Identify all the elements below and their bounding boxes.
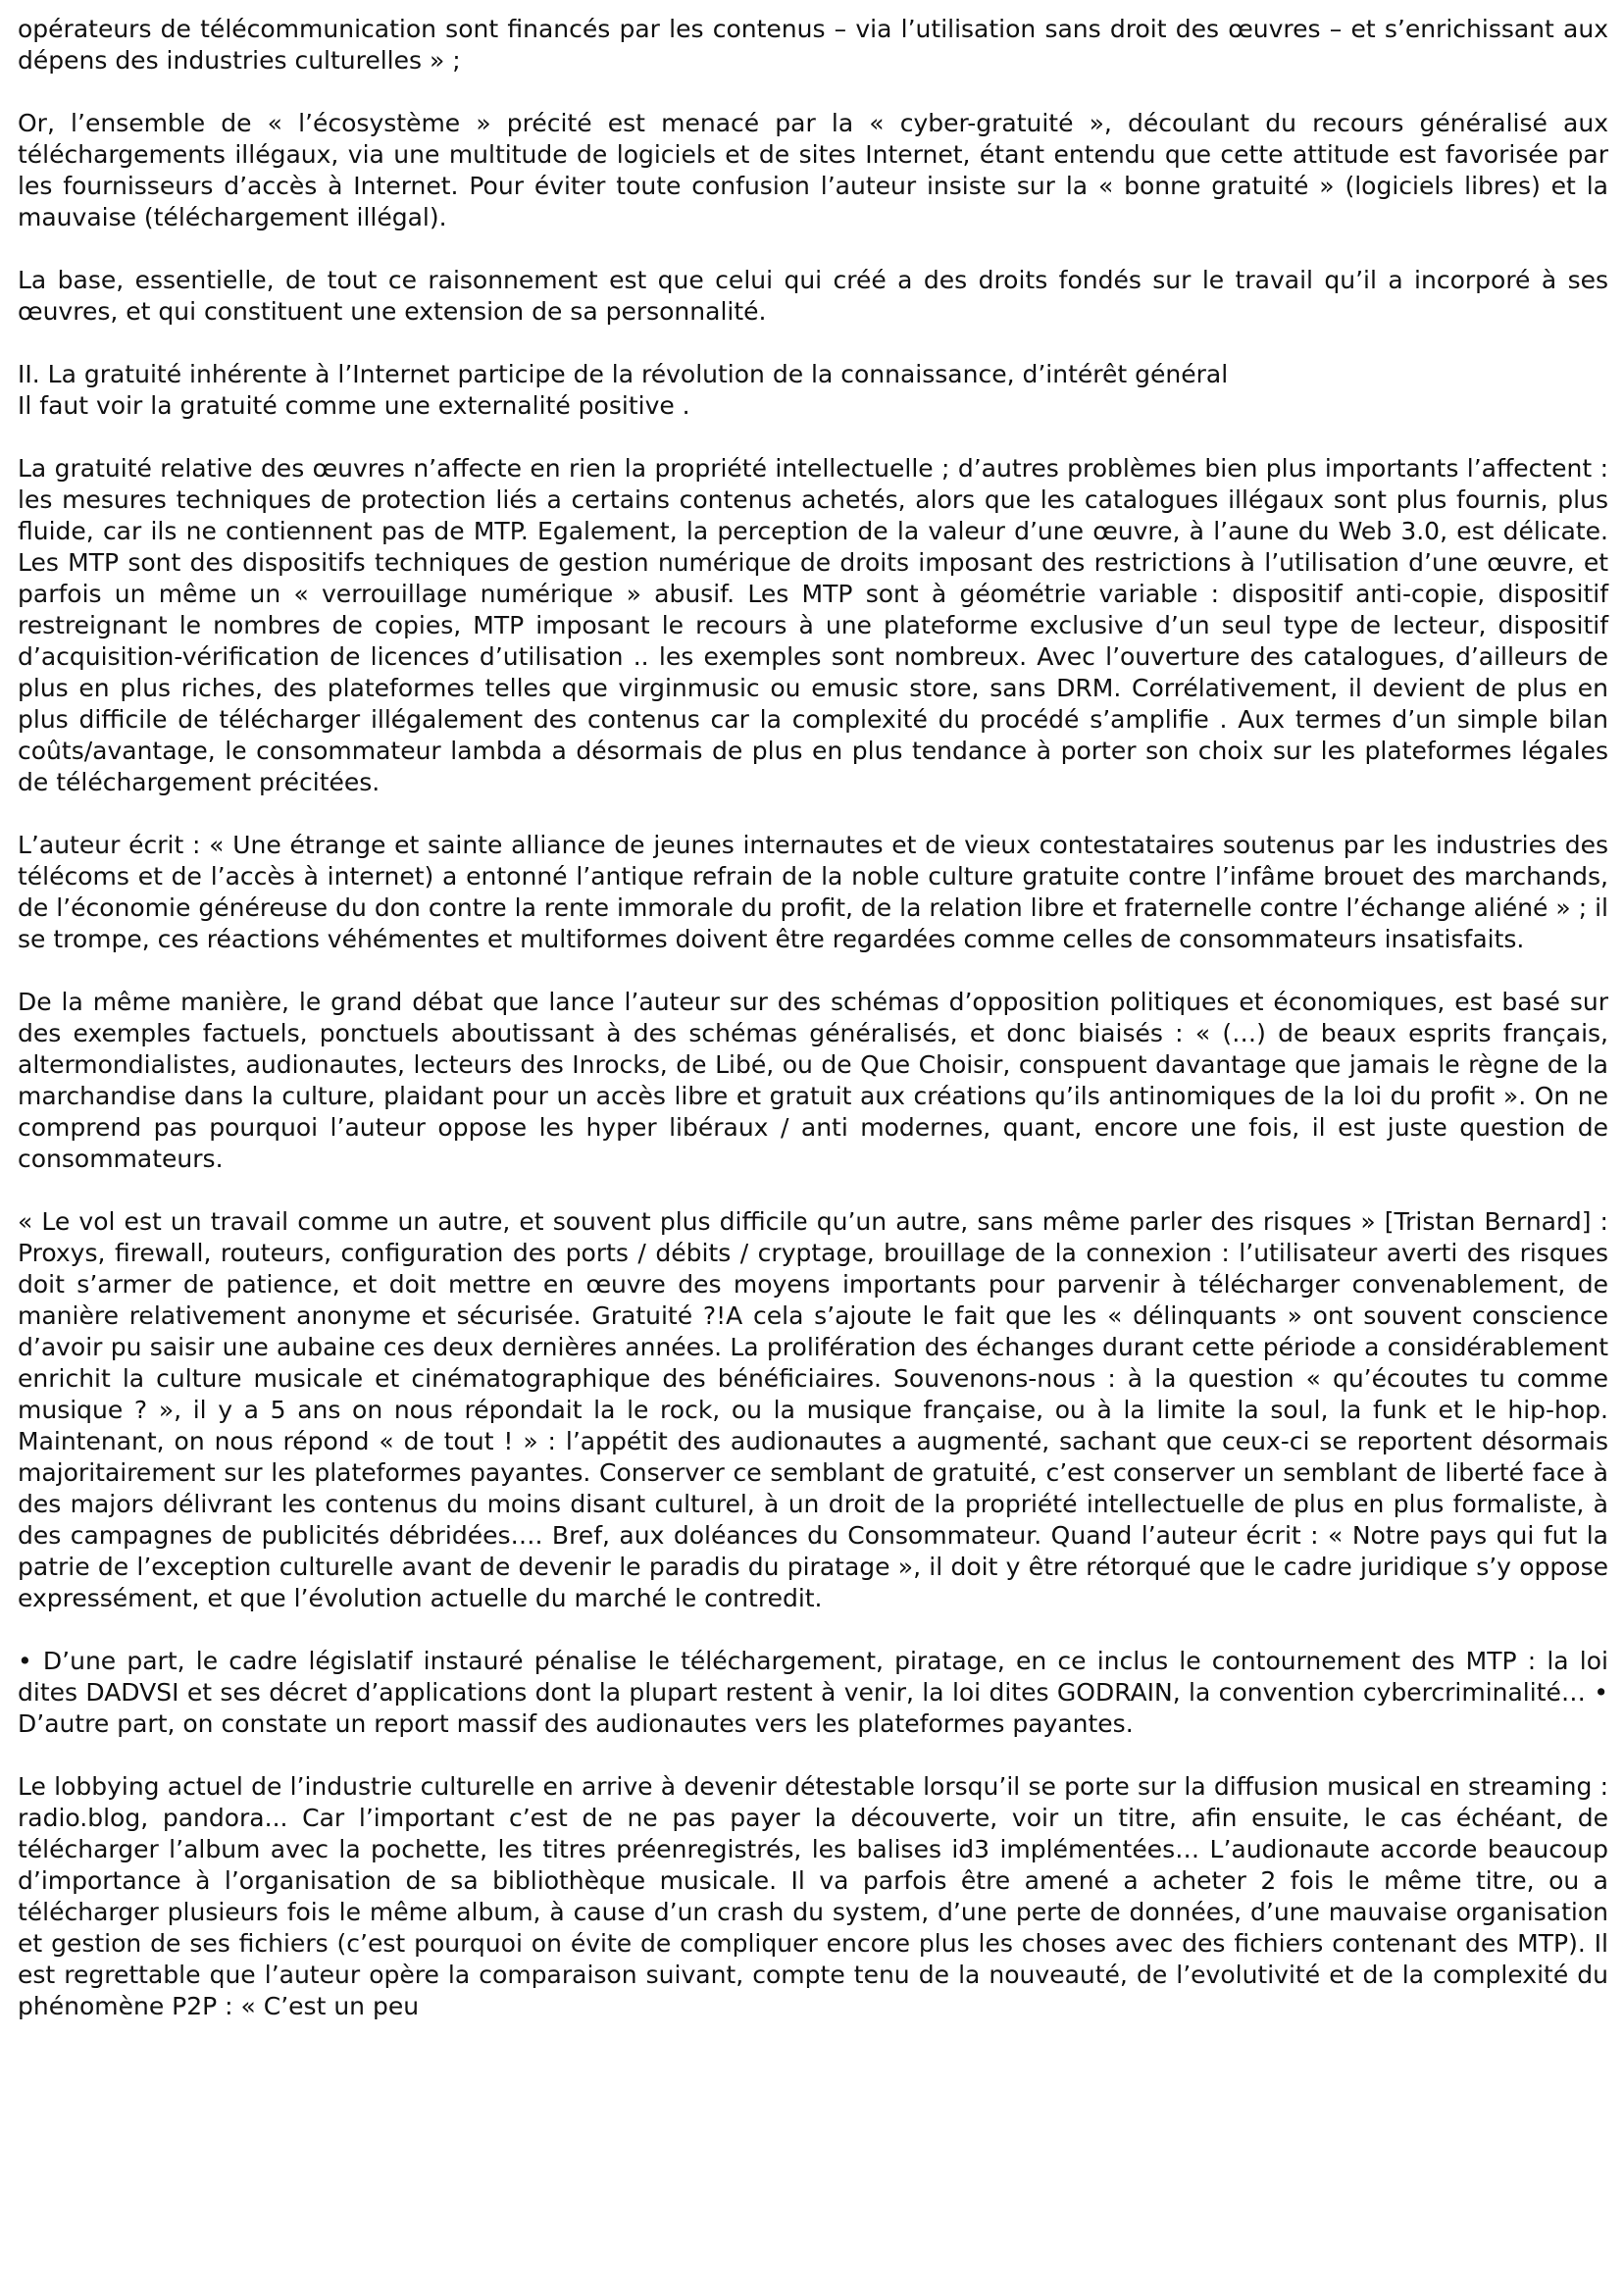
section-intro: Il faut voir la gratuité comme une externalité positive . [18,391,690,420]
paragraph-4: La gratuité relative des œuvres n’affecte en rien la propriété intellectuelle ; d’autres problèmes bien plus importants l’affectent : les mesures techniques de protection liés a certains contenus achetés, alors que les catalogues illégaux sont plus fournis, plus fluide, car ils ne contiennent pas de MTP. Egalement, la perception de la valeur d’une œuvre, à l’aune du Web 3.0, est délicate. Les MTP sont des dispositifs techniques de gestion numérique de droits imposant des restrictions à l’utilisation d’une œuvre, et parfois un même un « verrouillage numérique » abusif. Les MTP sont à géométrie variable : dispositif anti-copie, dispositif restreignant le nombres de copies, MTP imposant le recours à une plateforme exclusive d’un seul type de lecteur, dispositif d’acquisition-vérification de licences d’utilisation .. les exemples sont nombreux. Avec l’ouverture des catalogues, d’ailleurs de plus en plus riches, des plateformes telles que virginmusic ou emusic store, sans DRM. Corrélativement, il devient de plus en plus difficile de télécharger illégalement des contenus car la complexité du procédé s’amplifie . Aux termes d’un simple bilan coûts/avantage, le consommateur lambda a désormais de plus en plus tendance à porter son choix sur les plateformes légales de téléchargement précitées. [18,454,1608,796]
section-block [18,359,1608,422]
paragraph-3: La base, essentielle, de tout ce raisonnement est que celui qui créé a des droits fondés sur le travail qu’il a incorporé à ses œuvres, et qui constituent une extension de sa personnalité. [18,266,1608,326]
paragraph-5: L’auteur écrit : « Une étrange et sainte alliance de jeunes internautes et de vieux contestataires soutenus par les industries des télécoms et de l’accès à internet) a entonné l’antique refrain de la noble culture gratuite contre l’infâme brouet des marchands, de l’économie généreuse du don contre la rente immorale du profit, de la relation libre et fraternelle contre l’échange aliéné » ; il se trompe, ces réactions véhémentes et multiformes doivent être regardées comme celles de consommateurs insatisfaits. [18,831,1608,953]
paragraph-1: opérateurs de télécommunication sont financés par les contenus – via l’utilisation sans droit des œuvres – et s’enrichissant aux dépens des industries culturelles » ; [18,15,1608,75]
paragraph-8: • D’une part, le cadre législatif instauré pénalise le téléchargement, piratage, en ce inclus le contournement des MTP : la loi dites DADVSI et ses décret d’applications dont la plupart restent à venir, la loi dites GODRAIN, la convention cybercriminalité… • D’autre part, on constate un report massif des audionautes vers les plateformes payantes. [18,1647,1608,1738]
paragraph-2: Or, l’ensemble de « l’écosystème » précité est menacé par la « cyber-gratuité », découlant du recours généralisé aux téléchargements illégaux, via une multitude de logiciels et de sites Internet, étant entendu que cette attitude est favorisée par les fournisseurs d’accès à Internet. Pour éviter toute confusion l’auteur insiste sur la « bonne gratuité » (logiciels libres) et la mauvaise (téléchargement illégal). [18,109,1608,231]
paragraph-7: « Le vol est un travail comme un autre, et souvent plus difficile qu’un autre, sans même parler des risques » [Tristan Bernard] : Proxys, firewall, routeurs, configuration des ports / débits / cryptage, brouillage de la connexion : l’utilisateur averti des risques doit s’armer de patience, et doit mettre en œuvre des moyens importants pour parvenir à télécharger convenablement, de manière relativement anonyme et sécurisée. Gratuité ?!A cela s’ajoute le fait que les « délinquants » ont souvent conscience d’avoir pu saisir une aubaine ces deux dernières années. La prolifération des échanges durant cette période a considérablement enrichit la culture musicale et cinématographique des bénéficiaires. Souvenons-nous : à la question « qu’écoutes tu comme musique ? », il y a 5 ans on nous répondait la le rock, ou la musique française, ou à la limite la soul, la funk et le hip-hop. Maintenant, on nous répond « de tout ! » : l’appétit des audionautes a augmenté, sachant que ceux-ci se reportent désormais majoritairement sur les plateformes payantes. Conserver ce semblant de gratuité, c’est conserver un semblant de liberté face à des majors délivrant les contenus du moins disant culturel, à un droit de la propriété intellectuelle de plus en plus formaliste, à des campagnes de publicités débridées…. Bref, aux doléances du Consommateur. Quand l’auteur écrit : « Notre pays qui fut la patrie de l’exception culturelle avant de devenir le paradis du piratage », il doit y être rétorqué que le cadre juridique s’y oppose expressément, et que l’évolution actuelle du marché le contredit. [18,1207,1608,1612]
section-heading: II. La gratuité inhérente à l’Internet participe de la révolution de la connaissance, d’intérêt général [18,360,1229,388]
paragraph-6: De la même manière, le grand débat que lance l’auteur sur des schémas d’opposition politiques et économiques, est basé sur des exemples factuels, ponctuels aboutissant à des schémas généralisés, et donc biaisés : « (…) de beaux esprits français, altermondialistes, audionautes, lecteurs des Inrocks, de Libé, ou de Que Choisir, conspuent davantage que jamais le règne de la marchandise dans la culture, plaidant pour un accès libre et gratuit aux créations qu’ils antinomiques de la loi du profit ». On ne comprend pas pourquoi l’auteur oppose les hyper libéraux / anti modernes, quant, encore une fois, il est juste question de consommateurs. [18,988,1608,1173]
paragraph-9: Le lobbying actuel de l’industrie culturelle en arrive à devenir détestable lorsqu’il se porte sur la diffusion musical en streaming : radio.blog, pandora... Car l’important c’est de ne pas payer la découverte, voir un titre, afin ensuite, le cas échéant, de télécharger l’album avec la pochette, les titres préenregistrés, les balises id3 implémentées… L’audionaute accorde beaucoup d’importance à l’organisation de sa bibliothèque musicale. Il va parfois être amené a acheter 2 fois le même titre, ou a télécharger plusieurs fois le même album, à cause d’un crash du system, d’une perte de données, d’une mauvaise organisation et gestion de ses fichiers (c’est pourquoi on évite de compliquer encore plus les choses avec des fichiers contenant des MTP). Il est regrettable que l’auteur opère la comparaison suivant, compte tenu de la nouveauté, de l’evolutivité et de la complexité du phénomène P2P : « C’est un peu [18,1772,1608,2020]
